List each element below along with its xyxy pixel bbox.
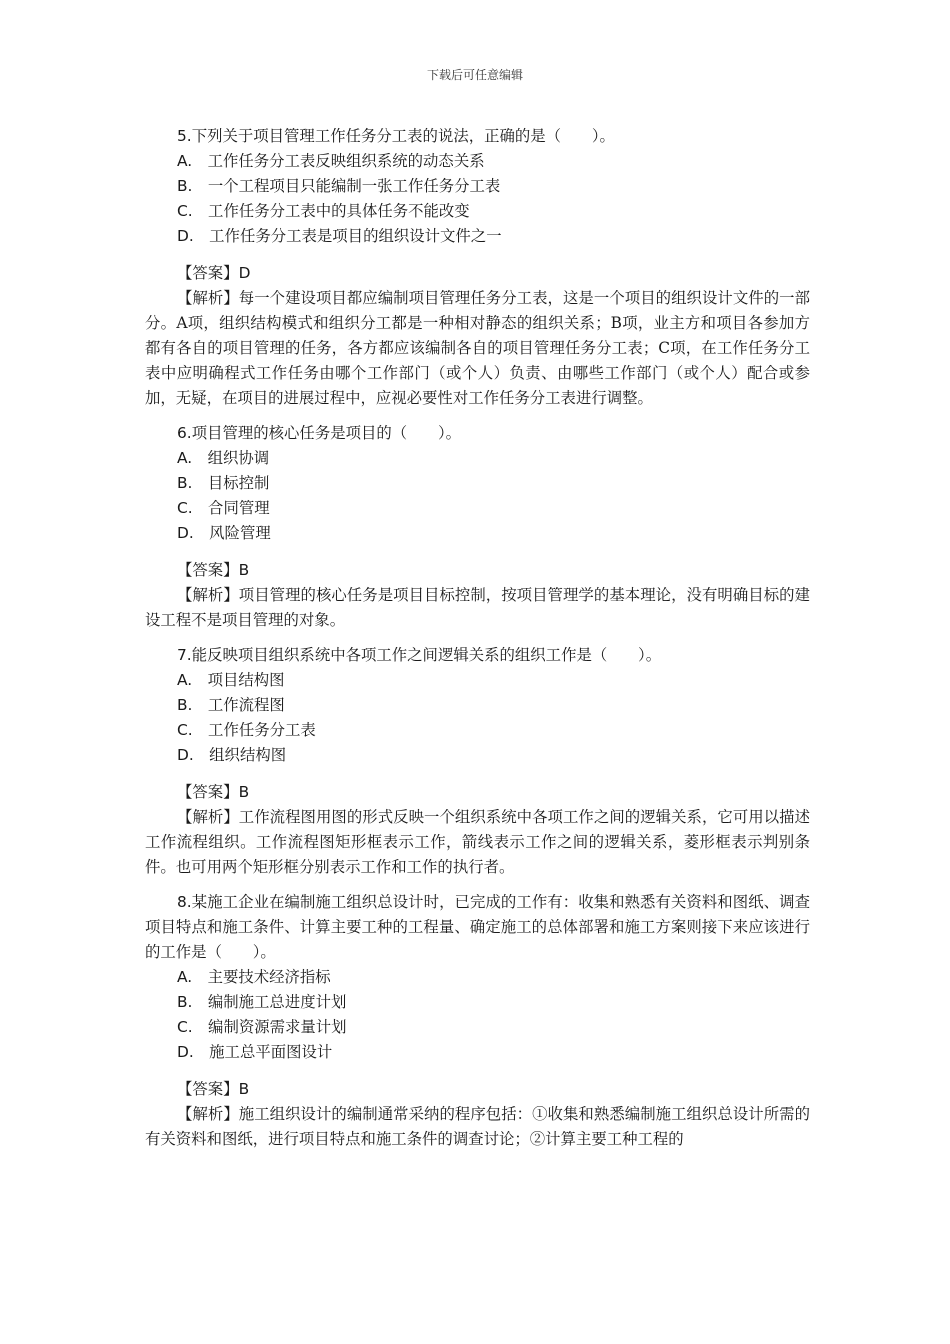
option-letter: C. [177, 499, 193, 517]
option-text: 编制施工总进度计划 [207, 993, 347, 1011]
option-text: 项目结构图 [207, 671, 285, 689]
page-header: 下载后可任意编辑 [426, 68, 523, 82]
option-letter: B. [177, 993, 193, 1011]
option-b [145, 471, 810, 496]
option-letter: A. [177, 449, 193, 467]
answer-value: B [238, 783, 250, 801]
analysis-label: 【解析】 [177, 289, 239, 307]
option-text: 工作任务分工表反映组织系统的动态关系 [207, 152, 485, 170]
analysis-label: 【解析】 [177, 808, 239, 826]
option-text: 风险管理 [209, 524, 271, 542]
option-text: 工作任务分工表 [208, 721, 316, 739]
answer-label: 【答案】 [177, 1080, 239, 1098]
option-text: 工作任务分工表中的具体任务不能改变 [208, 202, 470, 220]
option-text: 目标控制 [207, 474, 270, 492]
answer-value: B [238, 1080, 250, 1098]
option-letter: A. [177, 671, 193, 689]
option-b [145, 990, 810, 1015]
option-letter: A. [177, 152, 193, 170]
analysis-label: 【解析】 [177, 1105, 239, 1123]
option-b [145, 693, 810, 718]
question-text: 能反映项目组织系统中各项工作之间逻辑关系的组织工作是（ ）。 [191, 646, 662, 664]
option-text: 工作任务分工表是项目的组织设计文件之一 [209, 227, 502, 245]
question-number: 6. [177, 424, 192, 442]
option-c [145, 199, 810, 224]
option-letter: D. [177, 1043, 194, 1061]
option-c [145, 1015, 810, 1040]
option-letter: B. [177, 474, 193, 492]
question-stem [145, 643, 810, 668]
option-c [145, 496, 810, 521]
question-block [145, 643, 810, 880]
option-d [145, 743, 810, 768]
option-letter: C. [177, 721, 193, 739]
answer-line [145, 1077, 810, 1102]
option-text: 主要技术经济指标 [207, 968, 331, 986]
option-c [145, 718, 810, 743]
answer-value: B [238, 561, 250, 579]
option-d [145, 521, 810, 546]
question-block [145, 421, 810, 633]
option-a [145, 149, 810, 174]
answer-label: 【答案】 [177, 783, 239, 801]
analysis-label: 【解析】 [177, 586, 239, 604]
option-letter: C. [177, 1018, 193, 1036]
question-stem [145, 421, 810, 446]
option-b [145, 174, 810, 199]
option-text: 编制资源需求量计划 [208, 1018, 347, 1036]
document-body [145, 124, 810, 1162]
answer-label: 【答案】 [177, 264, 239, 282]
analysis-paragraph [145, 583, 810, 633]
analysis-paragraph [145, 805, 810, 880]
option-letter: C. [177, 202, 193, 220]
analysis-paragraph [145, 1102, 810, 1152]
answer-line [145, 558, 810, 583]
question-block [145, 124, 810, 411]
option-a [145, 965, 810, 990]
question-stem [145, 890, 810, 965]
answer-label: 【答案】 [177, 561, 239, 579]
option-letter: D. [177, 227, 194, 245]
option-text: 施工总平面图设计 [209, 1043, 333, 1061]
analysis-text: 工作流程图用图的形式反映一个组织系统中各项工作之间的逻辑关系，它可用以描述工作流程组织。工作流程图矩形框表示工作，箭线表示工作之间的逻辑关系，菱形框表示判别条件。也可用两个矩形框分别表示工作和工作的执行者。 [145, 808, 810, 876]
option-letter: B. [177, 177, 193, 195]
option-text: 一个工程项目只能编制一张工作任务分工表 [207, 177, 501, 195]
question-text: 某施工企业在编制施工组织总设计时，已完成的工作有：收集和熟悉有关资料和图纸、调查项目特点和施工条件、计算主要工种的工程量、确定施工的总体部署和施工方案则接下来应该进行的工作是（ ）。 [145, 893, 810, 961]
option-a [145, 446, 810, 471]
question-text: 下列关于项目管理工作任务分工表的说法，正确的是（ ）。 [191, 127, 615, 145]
option-text: 组织结构图 [209, 746, 287, 764]
analysis-text: 项目管理的核心任务是项目目标控制，按项目管理学的基本理论，没有明确目标的建设工程不是项目管理的对象。 [145, 586, 810, 629]
option-a [145, 668, 810, 693]
option-text: 合同管理 [208, 499, 270, 517]
analysis-paragraph [145, 286, 810, 411]
option-text: 组织协调 [207, 449, 270, 467]
question-number: 5. [177, 127, 192, 145]
option-letter: A. [177, 968, 193, 986]
option-d [145, 224, 810, 249]
answer-value: D [238, 264, 251, 282]
answer-line [145, 780, 810, 805]
option-letter: D. [177, 746, 194, 764]
option-letter: D. [177, 524, 194, 542]
question-number: 8. [177, 893, 192, 911]
question-text: 项目管理的核心任务是项目的（ ）。 [191, 424, 462, 442]
option-d [145, 1040, 810, 1065]
option-letter: B. [177, 696, 193, 714]
question-number: 7. [177, 646, 192, 664]
option-text: 工作流程图 [207, 696, 285, 714]
analysis-text: 施工组织设计的编制通常采纳的程序包括：①收集和熟悉编制施工组织总设计所需的有关资料和图纸，进行项目特点和施工条件的调查讨论；②计算主要工种工程的 [145, 1105, 810, 1148]
answer-line [145, 261, 810, 286]
question-stem [145, 124, 810, 149]
analysis-text: 每一个建设项目都应编制项目管理任务分工表，这是一个项目的组织设计文件的一部分。A项，组织结构模式和组织分工都是一种相对静态的组织关系；B项，业主方和项目各参加方都有各自的项目管理的任务，各方都应该编制各自的项目管理任务分工表；C项，在工作任务分工表中应明确程式工作任务由哪个工作部门（或个人）负责、由哪些工作部门（或个人）配合或参加，无疑，在项目的进展过程中，应视必要性对工作任务分工表进行调整。 [145, 289, 810, 407]
question-block [145, 890, 810, 1152]
